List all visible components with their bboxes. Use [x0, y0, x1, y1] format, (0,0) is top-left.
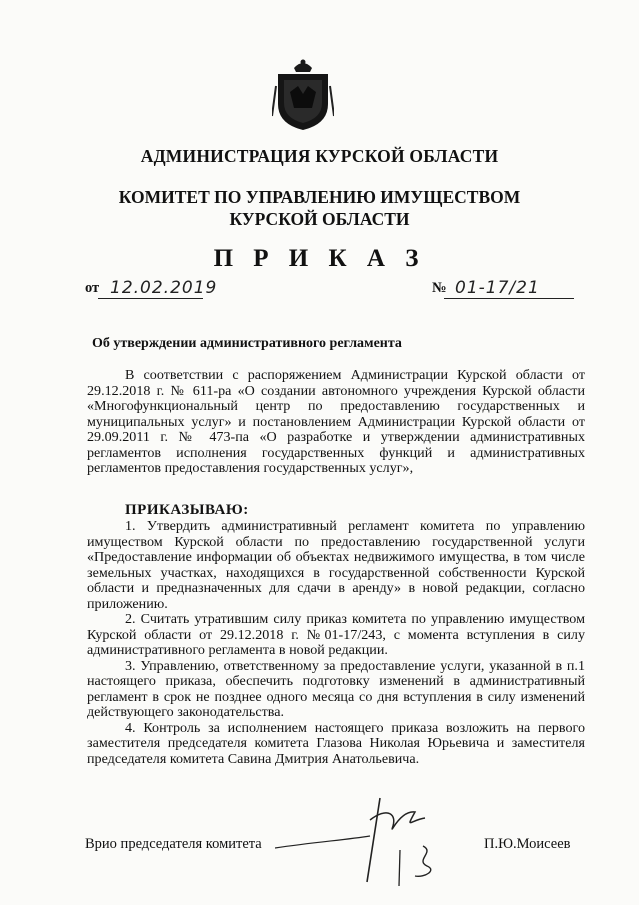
- number-label: №: [432, 280, 447, 296]
- order-word: ПРИКАЗЫВАЮ:: [125, 502, 249, 518]
- preamble-text: В соответствии с распоряжением Администрации Курской области от 29.12.2018 г. № 611-ра «О создании автономного учреждения Курской области «Многофункциональный центр по предоставлению государственных и муниципальных услуг» и постановлением Администрации Курской области от 29.09.2011 г. № 473-па «О разработке и утверждении административных регламентов исполнения государственных функций и административных регламентов предоставления государственных услуг»,: [87, 367, 585, 476]
- date-underline: [98, 298, 203, 299]
- coat-of-arms-emblem: [272, 56, 334, 132]
- order-item-4: 4. Контроль за исполнением настоящего приказа возложить на первого заместителя председателя комитета Глазова Николая Юрьевича и заместителя председателя комитета Савина Дмитрия Анатольевича.: [87, 719, 585, 767]
- date-label: от: [85, 280, 100, 296]
- number-underline: [444, 298, 574, 299]
- preamble: [87, 368, 585, 477]
- committee-title-line2: КУРСКОЙ ОБЛАСТИ: [229, 209, 410, 229]
- signatory-role: Врио председателя комитета: [85, 836, 262, 852]
- date-value: 12.02.2019: [110, 278, 218, 298]
- order-items: [87, 519, 585, 767]
- order-item-2: 2. Считать утратившим силу приказ комитета по управлению имуществом Курской области от 29.12.2018 г. №01-17/243, с момента вступления в силу административного регламента в новой редакции.: [87, 611, 585, 658]
- order-item-3: 3. Управлению, ответственному за предоставление услуги, указанной в п.1 настоящего приказа, обеспечить подготовку изменений в административный регламент в срок не позднее одного месяца со дня вступления в силу изменений действующего законодательства.: [87, 657, 585, 720]
- signatory-name: П.Ю.Моисеев: [484, 836, 571, 852]
- committee-title-line1: КОМИТЕТ ПО УПРАВЛЕНИЮ ИМУЩЕСТВОМ: [118, 187, 521, 207]
- document-subject: Об утверждении административного регламента: [92, 336, 402, 351]
- number-value: 01-17/21: [455, 278, 540, 298]
- administration-title: АДМИНИСТРАЦИЯ КУРСКОЙ ОБЛАСТИ: [140, 146, 499, 166]
- order-title: П Р И К А З: [213, 245, 426, 272]
- order-item-1: 1. Утвердить административный регламент комитета по управлению имуществом Курской области по предоставлению государственной услуги «Предоставление информации об объектах недвижимого имущества, в том числе земельных участках, находящихся в государственной собственности Курской области и предназначенных для сдачи в аренду» в новой редакции, согласно приложению.: [87, 518, 585, 612]
- committee-title: [0, 186, 639, 230]
- handwritten-signature: [275, 790, 455, 890]
